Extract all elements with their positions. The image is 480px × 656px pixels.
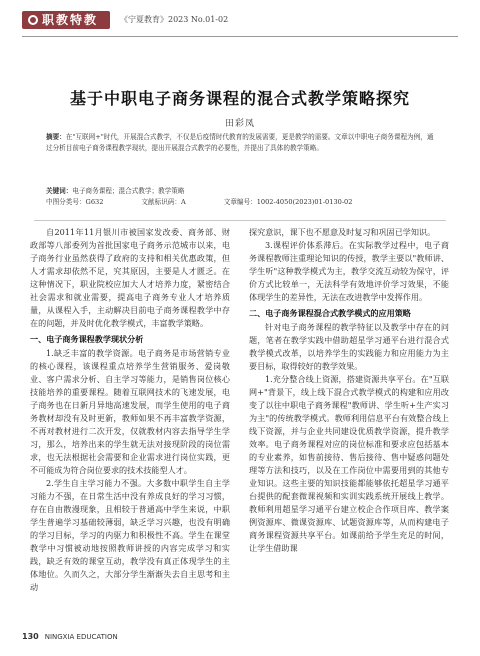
paragraph: 2.学生自主学习能力不强。大多数中职学生自主学习能力不强，在日常生活中没有养成良好的学习习惯，存在自由散漫现象，且相较于普通高中学生来说，中职学生普遍学习基础较薄弱，缺乏学习兴趣，也没有明确的学习目标，学习的内驱力和积极性不高。学生在课堂教学中习惯被动地按照教师讲授的内容完成学习和实践，缺乏有效的课堂互动，教学没有真正体现学生的主体地位。久而久之，大部分学生渐渐失去自主思考和主动 [30,478,230,592]
section-heading: 二、电子商务课程混合式教学模式的应用策略 [249,308,411,318]
doc-code: 文献标识码：A [141,198,186,206]
circle-icon [28,15,38,25]
article-number: 文章编号：1002-4050(2023)01-0130-02 [223,198,353,206]
section-tag-label: 职教特教 [42,13,99,27]
keywords: 电子商务课程；混合式教学；教学策略 [72,187,185,195]
page-footer [22,632,118,641]
paragraph: 自2011年11月银川市被国家发改委、商务部、财政部等八部委列为首批国家电子商务示范城市以来，电子商务行业虽然获得了政府的支持和相关优惠政策，但人才需求却依然不足，究其原因，主要是人才匮乏。在这种情况下，职业院校应加大人才培养力度，紧密结合社会需求和就业需要，提高电子商务专业人才培养质量，从课程入手，主动解决目前电子商务课程教学中存在的问题，并及时优化教学模式，丰富教学策略。 [30,227,230,328]
paragraph: 1.充分整合线上资源，搭建资源共享平台。在"互联网+"背景下，线上线下混合式教学模式的构建和应用改变了以往中职电子商务课程"教师讲、学生听+生产实习为主"的传统教学模式。教师利用信息平台有效整合线上线下资源，并与企业共同建设优质教学资源，提升教学效率。电子商务课程对应的岗位标准和要求应包括基本的专业素养，如售前接待、售后接待、售中疑惑问题处理等方法和技巧，以及在工作岗位中需要用到的其他专业知识。这些主要的知识技能都能够依托超星学习通平台提供的配套微课视频和实训实践系统开展线上教学。教师利用超星学习通平台建立校企合作项目库、教学案例资源库、微课资源库、试题资源库等，从而构建电子商务课程资源共享平台。如课前给予学生充足的时间，让学生借助课 [249,374,449,553]
meta-divider [34,220,446,221]
article-title: 基于中职电子商务课程的混合式教学策略探究 [69,89,410,108]
paragraph: 探究意识，课下也不愿意及时复习和巩固已学知识。 [249,227,436,237]
abstract [46,132,438,154]
paragraph: 3.课程评价体系滞后。在实际教学过程中，电子商务课程教师注重理论知识的传授，教学主要以"教师讲、学生听"这种教学模式为主，教学交流互动较为保守，评价方式比较单一，无法科学有效地评价学习效果，不能体现学生的差异性，无法在改进教学中发挥作用。 [249,240,449,302]
section-tag [22,11,110,29]
paragraph: 1.缺乏丰富的教学资源。电子商务是市场营销专业的核心课程，该课程重点培养学生营销服务、爱岗敬业、客户需求分析、自主学习等能力，是销售岗位核心技能培养的重要课程。随着互联网技术的飞速发展，电子商务也在日新月异地高速发展，而学生使用的电子商务教材却没有及时更新，教师如果不再丰富教学资源，不再对教材进行二次开发，仅就教材内容去指导学生学习，那么，培养出来的学生就无法对接现阶段的岗位需求，也无法根据社会需要和企业需求进行岗位实践，更不可能成为符合岗位要求的技术技能型人才。 [30,348,230,475]
classification-row [46,197,438,208]
section-heading: 一、电子商务课程教学现状分析 [30,334,144,344]
page-number: 130 [22,632,39,641]
right-column [249,226,449,555]
clc-code: 中图分类号：G632 [46,198,104,206]
page-header [22,8,462,34]
paragraph: 针对电子商务课程的教学特征以及教学中存在的问题，笔者在教学实践中借助超星学习通平台进行混合式教学模式改革，以培养学生的实践能力和应用能力为主要目标，取得较好的教学效果。 [249,322,449,371]
header-divider [22,36,458,37]
journal-info: 《宁夏教育》2023 No.01-02 [120,15,229,24]
article-meta [46,186,438,208]
keywords-row [46,186,438,197]
keywords-label: 关键词： [46,187,73,195]
article-author: 田彩凤 [224,119,255,129]
journal-english-name: NINGXIA EDUCATION [44,633,118,641]
abstract-text: 在"互联网+"时代，开展混合式教学，不仅是后疫情时代教育的发展需要，更是教学的需要。文章以中职电子商务课程为例，通过分析目前电子商务课程教学现状，提出开展混合式教学的必要性，并提出了具体的教学策略。 [46,133,434,152]
left-column [30,226,230,594]
abstract-label: 摘要： [46,133,66,141]
